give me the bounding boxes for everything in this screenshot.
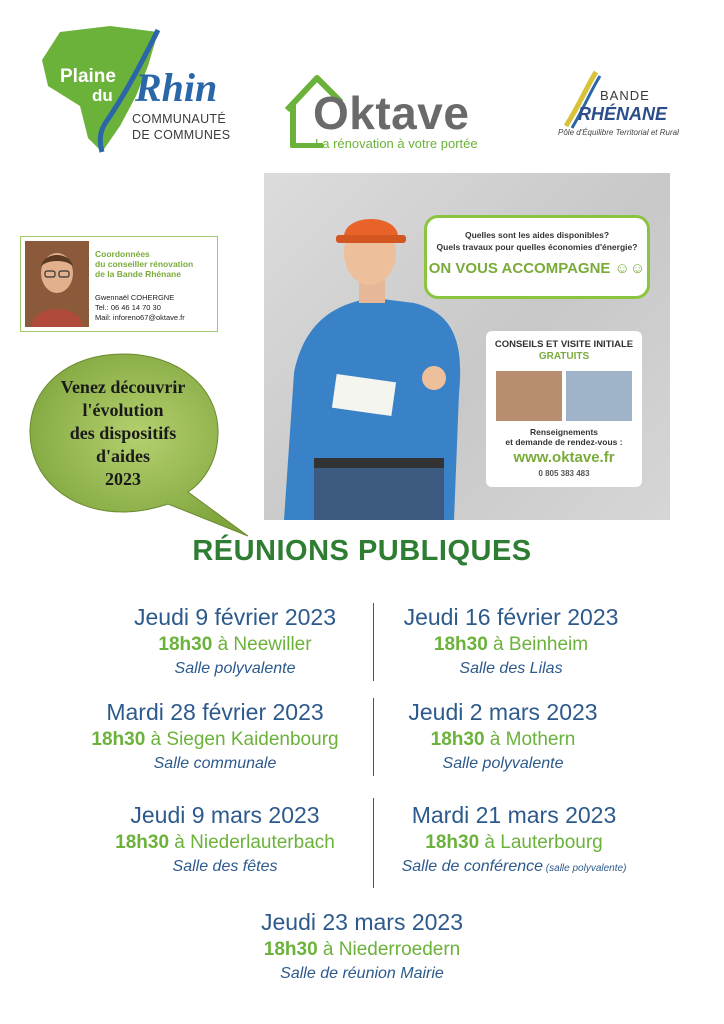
bubble-line-3: des dispositifs <box>69 423 177 443</box>
ad-card-info-1: Renseignements <box>529 427 599 437</box>
event-venue-note: (salle polyvalente) <box>543 863 627 874</box>
event-date: Jeudi 16 février 2023 <box>403 604 619 630</box>
house-photo-after <box>566 371 632 421</box>
de-communes-line: DE COMMUNES <box>132 128 231 142</box>
event-time-place <box>60 727 370 753</box>
avatar <box>25 241 89 327</box>
ad-card-free: GRATUITS <box>538 351 590 362</box>
pole-tagline: Pôle d'Équilibre Territorial et Rural <box>558 128 679 137</box>
event-place: à Siegen Kaidenbourg <box>145 729 339 750</box>
column-divider-3 <box>373 798 374 888</box>
ad-url[interactable]: www.oktave.fr <box>513 449 615 466</box>
event-siegen <box>60 697 370 775</box>
event-lauterbourg <box>376 800 652 880</box>
event-date: Jeudi 9 février 2023 <box>133 604 336 630</box>
event-venue <box>376 856 652 880</box>
bubble-line-5: 2023 <box>105 469 141 489</box>
event-place: à Beinheim <box>487 634 589 655</box>
event-mothern <box>378 697 628 775</box>
event-date: Jeudi 2 mars 2023 <box>408 699 598 725</box>
event-time-place <box>212 937 512 963</box>
ad-question-bubble <box>424 215 650 299</box>
event-time-place <box>376 830 652 856</box>
column-divider-2 <box>373 698 374 776</box>
event-place: à Lauterbourg <box>479 832 603 853</box>
communaute-line: COMMUNAUTÉ <box>132 112 226 126</box>
event-venue-name: Salle de conférence <box>401 858 544 875</box>
page-title: RÉUNIONS PUBLIQUES <box>192 535 532 567</box>
event-venue: Salle des fêtes <box>172 858 278 875</box>
ad-info-card <box>486 331 642 487</box>
ad-question-1: Quelles sont les aides disponibles? <box>464 230 610 240</box>
event-time: 18h30 <box>433 634 488 655</box>
event-time: 18h30 <box>425 832 480 853</box>
contact-title-2: du conseiller rénovation <box>95 259 194 269</box>
event-time: 18h30 <box>91 729 146 750</box>
contact-card <box>20 236 218 332</box>
plaine-word: Plaine <box>60 66 116 87</box>
column-divider-1 <box>373 603 374 681</box>
event-venue: Salle des Lilas <box>459 660 563 677</box>
rhenane-word: RHÉNANE <box>578 104 668 124</box>
contact-name: Gwennaël COHERGNE <box>95 293 175 302</box>
oktave-word: Oktave <box>313 87 470 139</box>
event-time-place <box>378 632 644 658</box>
event-venue: Salle communale <box>153 755 277 772</box>
bubble-line-2: l'évolution <box>82 400 164 420</box>
ad-card-info-2: et demande de rendez-vous : <box>505 437 623 447</box>
event-venue: Salle polyvalente <box>442 755 564 772</box>
event-venue: Salle polyvalente <box>174 660 296 677</box>
event-time: 18h30 <box>115 832 170 853</box>
event-date: Mardi 21 mars 2023 <box>411 802 617 828</box>
event-time-place <box>378 727 628 753</box>
event-niederlauterbach <box>80 800 370 878</box>
event-time: 18h30 <box>158 634 213 655</box>
event-place: à Mothern <box>484 729 576 750</box>
plaine-du-rhin-logo <box>40 26 240 156</box>
event-venue: Salle de réunion Mairie <box>280 965 444 982</box>
bande-word: BANDE <box>600 88 650 103</box>
contact-tel: Tel.: 06 46 14 70 30 <box>95 303 161 312</box>
contact-title-1: Coordonnées <box>95 249 150 259</box>
house-photo-before <box>496 371 562 421</box>
oktave-ad-image <box>264 173 670 520</box>
du-word: du <box>92 86 113 105</box>
contact-title-3: de la Bande Rhénane <box>95 269 181 279</box>
ad-accompagne: ON VOUS ACCOMPAGNE ☺☺ <box>428 260 646 277</box>
contact-mail[interactable]: Mail: inforeno67@oktave.fr <box>95 313 185 322</box>
speech-bubble <box>28 352 250 538</box>
event-time: 18h30 <box>430 729 485 750</box>
event-place: à Niederroedern <box>317 939 461 960</box>
event-date: Mardi 28 février 2023 <box>106 699 324 725</box>
ad-card-title: CONSEILS ET VISITE INITIALE <box>494 339 634 350</box>
event-place: à Niederlauterbach <box>169 832 335 853</box>
ad-phone: 0 805 383 483 <box>538 469 590 478</box>
oktave-tagline: La rénovation à votre portée <box>315 136 478 151</box>
bande-rhenane-logo <box>556 70 686 140</box>
event-time: 18h30 <box>263 939 318 960</box>
event-date: Jeudi 23 mars 2023 <box>260 909 463 935</box>
event-niederroedern <box>212 907 512 985</box>
event-neewiller <box>100 602 370 680</box>
event-time-place <box>80 830 370 856</box>
oktave-logo <box>283 72 493 152</box>
ad-question-2: Quels travaux pour quelles économies d'énergie? <box>436 242 638 252</box>
event-time-place <box>100 632 370 658</box>
event-date: Jeudi 9 mars 2023 <box>130 802 320 828</box>
event-place: à Neewiller <box>212 634 312 655</box>
event-beinheim <box>378 602 644 680</box>
bubble-line-1: Venez découvrir <box>60 377 186 397</box>
rhin-word: Rhin <box>135 65 218 110</box>
bubble-line-4: d'aides <box>95 446 151 466</box>
